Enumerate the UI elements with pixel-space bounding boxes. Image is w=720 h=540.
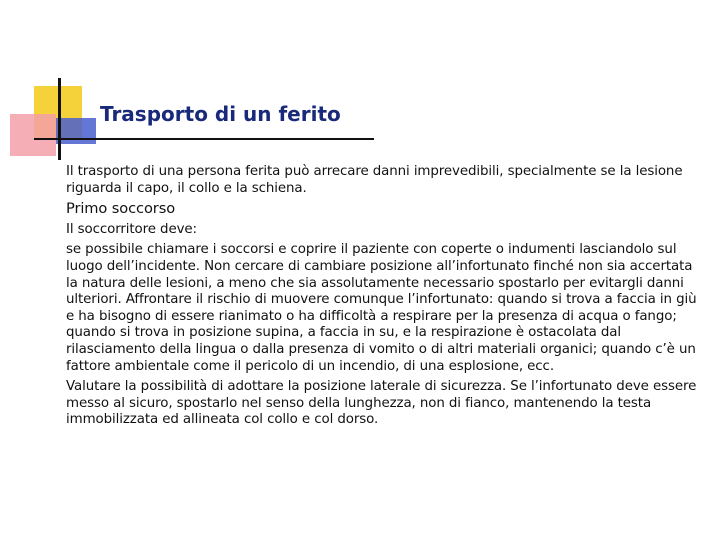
decorative-red-square: [10, 114, 56, 156]
rescuer-intro: Il soccorritore deve:: [66, 221, 197, 237]
decorative-horizontal-line: [34, 138, 374, 140]
slide-title: Trasporto di un ferito: [100, 102, 341, 126]
intro-paragraph: Il trasporto di una persona ferita può arrecare danni imprevedibili, specialmente se la lesione riguarda il capo, il collo e la schiena.: [66, 164, 683, 196]
section-heading: Primo soccorso: [66, 200, 176, 218]
decorative-vertical-line: [58, 78, 61, 160]
slide-body: [66, 164, 700, 433]
safety-position-paragraph: Valutare la possibilità di adottare la posizione laterale di sicurezza. Se l’infortunato deve essere messo al sicuro, spostarlo nel senso della lunghezza, non di fianco, mantenendo la testa immobilizzata ed allineata col collo e col dorso.: [66, 379, 697, 428]
instructions-paragraph: se possibile chiamare i soccorsi e coprire il paziente con coperte o indumenti lasciandolo sul luogo dell’incidente. Non cercare di cambiare posizione all’infortunato finché non sia accertata la natura delle lesioni, a meno che sia assolutamente necessario spostarlo per evitargli danni ulteriori. Affrontare il rischio di muovere comunque l’infortunato: quando si trova a faccia in giù e ha bisogno di essere rianimato o ha difficoltà a respirare per la presenza di acqua o fango; quando si trova in posizione supina, a faccia in su, e la respirazione è ostacolata dal rilasciamento della lingua o dalla presenza di vomito o di altri materiali organici; quando c’è un fattore ambientale come il pericolo di un incendio, di una esplosione, ecc.: [66, 242, 697, 374]
decorative-blue-square: [56, 118, 96, 144]
